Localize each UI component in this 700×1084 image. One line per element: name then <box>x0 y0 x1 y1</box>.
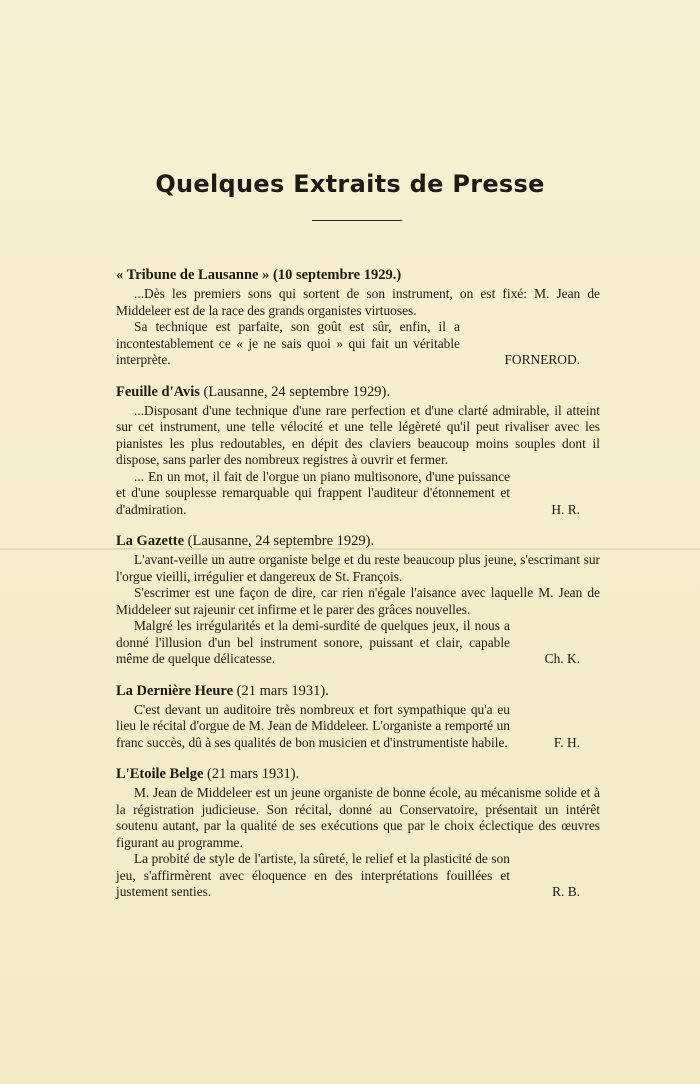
extract-source: « Tribune de Lausanne » <box>116 267 270 283</box>
extract-detail: (21 mars 1931). <box>236 682 329 699</box>
extract-detail: (21 mars 1931). <box>207 766 300 782</box>
title-divider <box>312 220 402 221</box>
extract-detail: (10 septembre 1929.) <box>273 267 402 283</box>
extract-paragraph: ... En un mot, il fait de l'orgue un piano multisonore, d'une puissance et d'une souplesse remarquable qui frappent l'auditeur d'étonnement et d'admiration. <box>116 468 510 517</box>
extract-signature: F. H. <box>553 734 580 750</box>
extract-paragraph: ...Dès les premiers sons qui sortent de son instrument, on est fixé: M. Jean de Middeleer est de la race des grands organistes virtuoses. <box>116 286 600 318</box>
extract-detail: (Lausanne, 24 septembre 1929). <box>187 533 375 549</box>
press-extracts <box>116 266 600 915</box>
press-extract <box>116 765 600 901</box>
extract-paragraph: Sa technique est parfaite, son goût est sûr, enfin, il a incontestablement ce « je ne sais quoi » qui fait un véritable interprète. <box>116 319 460 367</box>
extract-heading <box>116 266 600 285</box>
extract-heading <box>116 682 600 701</box>
extract-source: Feuille d'Avis <box>116 383 200 400</box>
extract-signature: FORNEROD. <box>504 352 580 367</box>
extract-signature: H. R. <box>551 501 580 517</box>
page-title: Quelques Extraits de Presse <box>155 170 545 198</box>
extract-source: La Dernière Heure <box>116 682 234 699</box>
press-extract <box>116 532 600 668</box>
press-extract <box>116 266 600 369</box>
extract-paragraph: C'est devant un auditoire très nombreux et fort sympathique qu'a eu lieu le récital d'orgue de M. Jean de Middeleer. L'organiste a remporté un franc succès, dû à ses qualités de bon musicien et d'instrumentiste habile. <box>116 701 510 750</box>
extract-detail: (Lausanne, 24 septembre 1929). <box>203 383 390 400</box>
extract-paragraph: ...Disposant d'une technique d'une rare perfection et d'une clarté admirable, il atteint sur cet instrument, une telle vélocité et une telle légèreté qu'il peut rivaliser avec les pianistes les plus redoutables, en dépit des claviers beaucoup moins souples dont il dispose, sans parler des nombreux registres à ouvrir et fermer. <box>116 402 600 467</box>
extract-paragraph: Malgré les irrégularités et la demi-surdité de quelques jeux, il nous a donné l'illusion d'un bel instrument sonore, puissant et clair, capable même de quelque délicatesse. <box>116 618 510 666</box>
extract-heading <box>116 383 600 402</box>
extract-paragraph: L'avant-veille un autre organiste belge et du reste beaucoup plus jeune, s'escrimant sur l'orgue vieilli, irrégulier et dangereux de St. François. <box>116 552 600 584</box>
extract-source: L'Etoile Belge <box>116 766 204 782</box>
press-extract <box>116 682 600 752</box>
extract-heading <box>116 532 600 551</box>
extract-signature: Ch. K. <box>544 651 580 666</box>
extract-paragraph: M. Jean de Middeleer est un jeune organiste de bonne école, au mécanisme solide et à la régistration judicieuse. Son récital, donné au Conservatoire, présentait un intérêt soutenu autant, par la qualité de ses exécutions que par le choix éclectique des œuvres figurant au programme. <box>116 785 600 850</box>
extract-signature: R. B. <box>552 884 580 899</box>
extract-heading <box>116 765 600 784</box>
extract-paragraph: La probité de style de l'artiste, la sûreté, le relief et la plasticité de son jeu, s'affirmèrent avec éloquence en des interprétations fouillées et justement senties. <box>116 851 510 899</box>
extract-paragraph: S'escrimer est une façon de dire, car rien n'égale l'aisance avec laquelle M. Jean de Middeleer sut rajeunir cet infirme et le parer des grâces nouvelles. <box>116 585 600 617</box>
press-extract <box>116 383 600 519</box>
extract-source: La Gazette <box>116 533 185 549</box>
